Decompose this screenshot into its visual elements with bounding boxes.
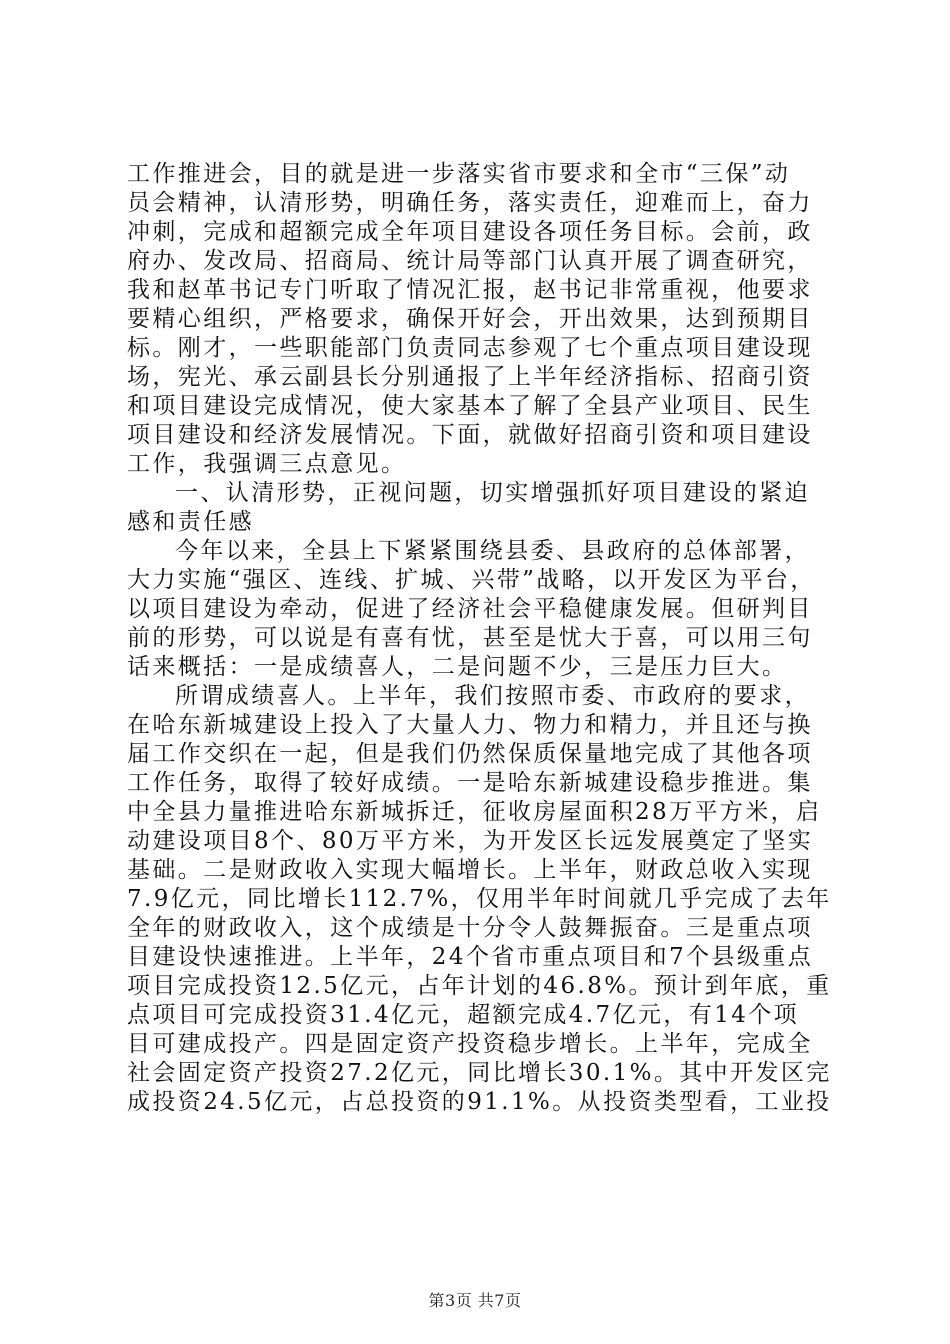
text-line: 工作任务，取得了较好成绩。一是哈东新城建设稳步推进。集 bbox=[127, 770, 813, 796]
text-line: 大力实施“强区、连线、扩城、兴带”战略，以开发区为平台， bbox=[127, 567, 816, 593]
document-body bbox=[127, 160, 832, 1117]
text-line: 基础。二是财政收入实现大幅增长。上半年，财政总收入实现 bbox=[127, 857, 813, 883]
text-line: 府办、发改局、招商局、统计局等部门认真开展了调查研究， bbox=[127, 248, 813, 274]
text-line: 冲刺，完成和超额完成全年项目建设各项任务目标。会前，政 bbox=[127, 219, 813, 245]
text-line: 社会固定资产投资27.2亿元，同比增长30.1%。其中开发区完 bbox=[127, 1060, 832, 1086]
text-line: 今年以来，全县上下紧紧围绕县委、县政府的总体部署， bbox=[175, 538, 810, 564]
text-line: 工作推进会，目的就是进一步落实省市要求和全市“三保”动 bbox=[127, 161, 791, 187]
text-line: 我和赵革书记专门听取了情况汇报，赵书记非常重视，他要求 bbox=[127, 277, 813, 303]
text-line: 全年的财政收入，这个成绩是十分令人鼓舞振奋。三是重点项 bbox=[127, 915, 813, 941]
text-line: 项目建设和经济发展情况。下面，就做好招商引资和项目建设 bbox=[127, 422, 813, 448]
text-line: 所谓成绩喜人。上半年，我们按照市委、市政府的要求， bbox=[175, 683, 810, 709]
text-line: 届工作交织在一起，但是我们仍然保质保量地完成了其他各项 bbox=[127, 741, 813, 767]
text-line: 场，宪光、承云副县长分别通报了上半年经济指标、招商引资 bbox=[127, 364, 813, 390]
text-line: 目可建成投产。四是固定资产投资稳步增长。上半年，完成全 bbox=[127, 1031, 813, 1057]
text-line: 点项目可完成投资31.4亿元，超额完成4.7亿元，有14个项 bbox=[127, 1002, 800, 1028]
text-line: 员会精神，认清形势，明确任务，落实责任，迎难而上，奋力 bbox=[127, 190, 813, 216]
text-line: 动建设项目8个、80万平方米，为开发区长远发展奠定了坚实 bbox=[127, 828, 814, 854]
text-line: 工作，我强调三点意见。 bbox=[127, 451, 407, 477]
text-line: 7.9亿元，同比增长112.7%，仅用半年时间就几乎完成了去年 bbox=[127, 886, 832, 912]
section-heading-line: 一、认清形势，正视问题，切实增强抓好项目建设的紧迫 bbox=[175, 480, 810, 506]
text-line: 要精心组织，严格要求，确保开好会，开出效果，达到预期目 bbox=[127, 306, 813, 332]
text-line: 话来概括：一是成绩喜人，二是问题不少，三是压力巨大。 bbox=[127, 654, 788, 680]
text-line: 前的形势，可以说是有喜有忧，甚至是忧大于喜，可以用三句 bbox=[127, 625, 813, 651]
text-line: 成投资24.5亿元，占总投资的91.1%。从投资类型看，工业投 bbox=[127, 1089, 832, 1115]
text-line: 在哈东新城建设上投入了大量人力、物力和精力，并且还与换 bbox=[127, 712, 813, 738]
section-heading-line: 感和责任感 bbox=[127, 509, 254, 535]
text-line: 项目完成投资12.5亿元，占年计划的46.8%。预计到年底，重 bbox=[127, 973, 832, 999]
text-line: 标。刚才，一些职能部门负责同志参观了七个重点项目建设现 bbox=[127, 335, 813, 361]
text-line: 和项目建设完成情况，使大家基本了解了全县产业项目、民生 bbox=[127, 393, 813, 419]
page-number-footer: 第3页 共7页 bbox=[428, 1291, 522, 1310]
text-line: 目建设快速推进。上半年，24个省市重点项目和7个县级重点 bbox=[127, 944, 814, 970]
text-line: 以项目建设为牵动，促进了经济社会平稳健康发展。但研判目 bbox=[127, 596, 813, 622]
text-line: 中全县力量推进哈东新城拆迁，征收房屋面积28万平方米，启 bbox=[127, 799, 822, 825]
